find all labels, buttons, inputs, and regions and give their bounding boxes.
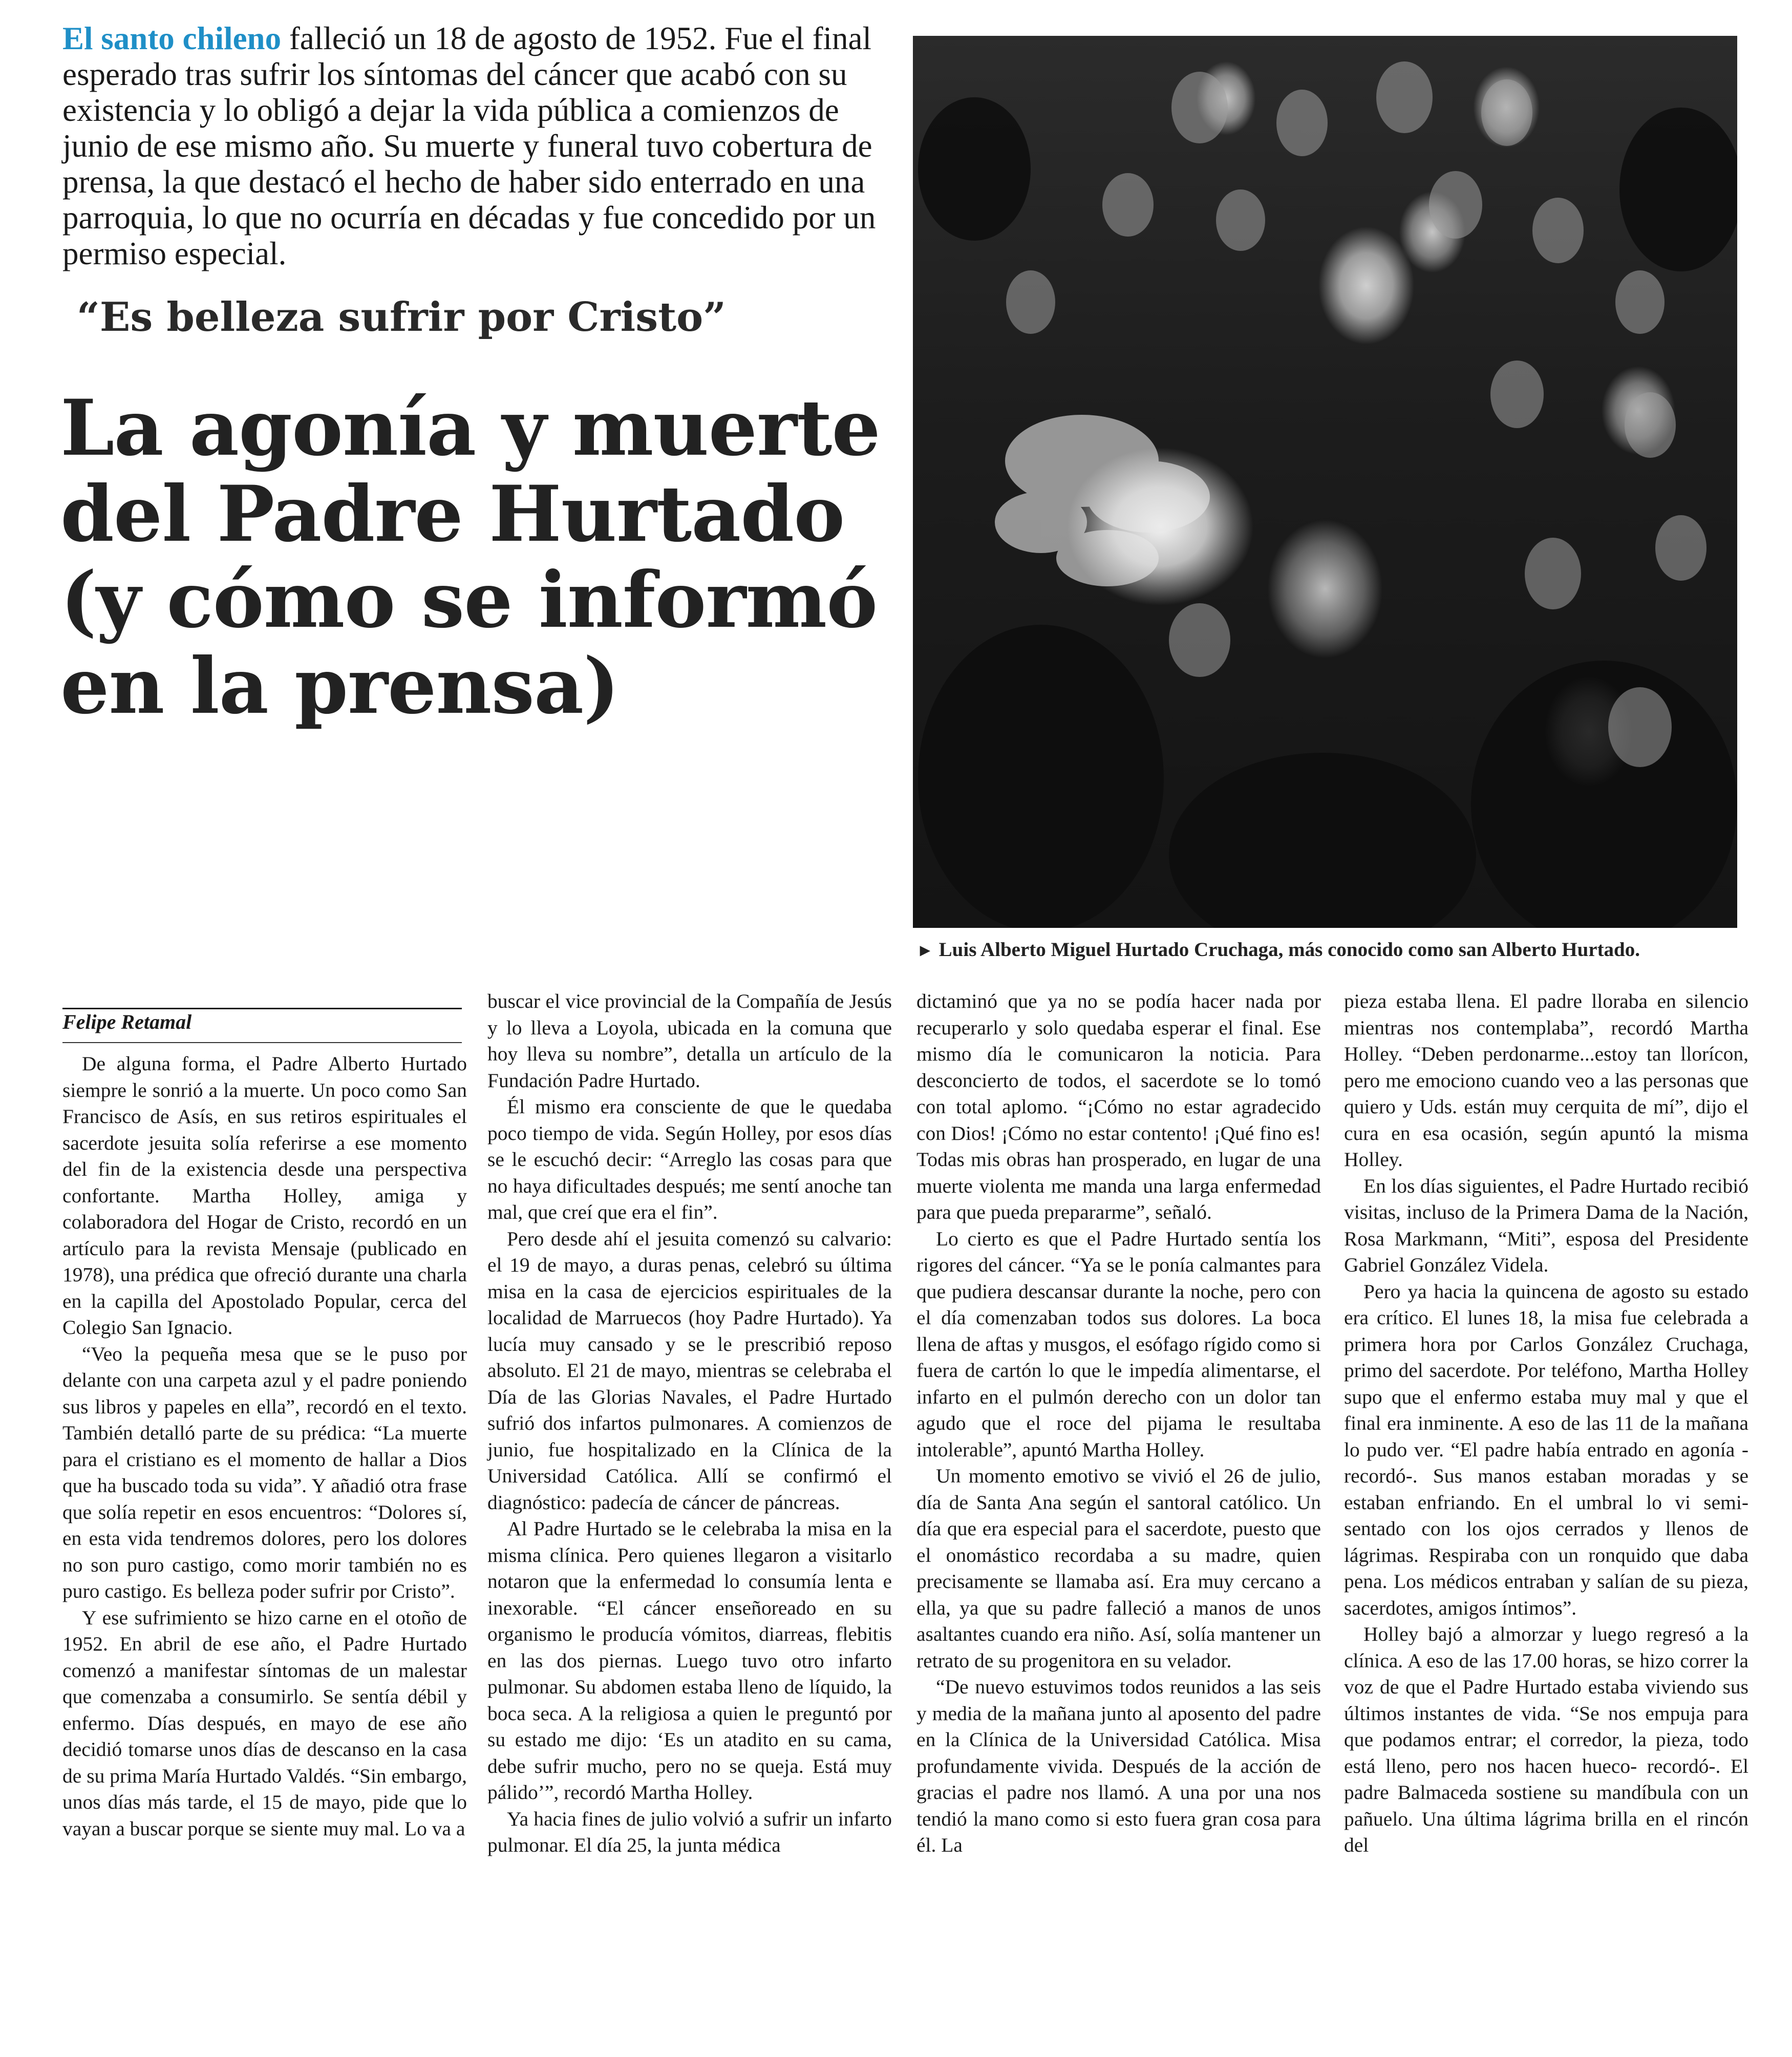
paragraph: “De nuevo estuvimos todos reunidos a las seis y media de la mañana junto al aposento del padre en la Clínica de la Universidad Católica. Misa profundamente vivida. Después de la acción de gracias el padre nos llamó. A una por una nos tendió la mano como si esto fuera gran cosa para él. La [916,1676,1321,1856]
paragraph: Al Padre Hurtado se le celebraba la misa en la misma clínica. Pero quienes llegaron a visitarlo notaron que la enfermedad lo consumía lenta e inexorable. “El cáncer enseñoreado en su organismo le producía vómitos, diarreas, flebitis en las dos piernas. Luego tuvo otro infarto pulmonar. Su abdomen estaba lleno de líquido, la boca seca. A la religiosa a quien le preguntó por su estado me dijo: ‘Es un atadito en su cama, debe sufrir mucho, pero no se queja. Está muy pálido’”, recordó Martha Holley. [487,1517,892,1804]
paragraph: Pero desde ahí el jesuita comenzó su calvario: el 19 de mayo, a duras penas, celebró su última misa en la casa de ejercicios espirituales de la localidad de Marruecos (hoy Padre Hurtado). Ya lucía muy cansado y se le prescribió reposo absoluto. El 21 de mayo, mientras se celebraba el Día de las Glorias Navales, el Padre Hurtado sufrió dos infartos pulmonares. A comienzos de junio, fue hospitalizado en la Clínica de la Universidad Católica. Allí se confirmó el diagnóstico: padecía de cáncer de páncreas. [487,1227,892,1514]
paragraph: En los días siguientes, el Padre Hurtado recibió visitas, incluso de la Primera Dama de la Nación, Rosa Markmann, “Miti”, esposa del Presidente Gabriel González Videla. [1344,1174,1748,1276]
article-column-2 [487,988,892,1859]
paragraph: Un momento emotivo se vivió el 26 de julio, día de Santa Ana según el santoral católico. Un día que era especial para el sacerdote, puesto que el onomástico recordaba a su madre, quien precisamente se llamaba así. Era muy cercano a ella, ya que su padre falleció a manos de unos asaltantes cuando era niño. Así, solía mantener un retrato de su progenitora en su velador. [916,1465,1321,1672]
intro-text: falleció un 18 de agosto de 1952. Fue el final esperado tras sufrir los síntomas del cáncer que acabó con su existencia y lo obligó a dejar la vida pública a comienzos de junio de ese mismo año. Su muerte y funeral tuvo cobertura de prensa, la que destacó el hecho de haber sido enterrado en una parroquia, lo que no ocurría en décadas y fue concedido por un permiso especial. [62,20,876,271]
article-column-1 [62,1051,467,1842]
paragraph: Lo cierto es que el Padre Hurtado sentía los rigores del cáncer. “Ya se le ponía calmantes para que pudiera descansar durante la noche, pero con el día comenzaban todos sus dolores. La boca llena de aftas y musgos, el esófago rígido como si fuera de cartón lo que le impedía alimentarse, el infarto en el pulmón derecho con un dolor tan agudo que el roce del pijama le resultaba intolerable”, apuntó Martha Holley. [916,1227,1321,1461]
paragraph: Él mismo era consciente de que le quedaba poco tiempo de vida. Según Holley, por esos días se le escuchó decir: “Arreglo las cosas para que no haya dificultades después; me sentí anoche tan mal, que creí que era el fin”. [487,1095,892,1223]
intro-lead: El santo chileno [62,20,282,56]
paragraph: De alguna forma, el Padre Alberto Hurtado siempre le sonrió a la muerte. Un poco como San Francisco de Asís, en sus retiros espirituales el sacerdote jesuita solía referirse a ese momento del fin de la existencia desde una perspectiva confortante. Martha Holley, amiga y colaboradora del Hogar de Cristo, recordó en un artículo para la revista Mensaje (publicado en 1978), una prédica que ofreció durante una charla en la capilla del Apostolado Popular, cerca del Colegio San Ignacio. [62,1052,467,1339]
photo-caption [916,937,1736,964]
caption-text: Luis Alberto Miguel Hurtado Cruchaga, más conocido como san Alberto Hurtado. [938,939,1640,961]
paragraph: “Veo la pequeña mesa que se le puso por delante con una carpeta azul y el padre poniendo sus libros y papeles en ella”, recordó en el texto. También detalló parte de su prédica: “La muerte para el cristiano es el momento de hallar a Dios que ha buscado toda su vida”. Y añadió otra frase que solía repetir en esos encuentros: “Dolores sí, en esta vida tendremos dolores, pero los dolores no son puro castigo, como morir también no es puro castigo. Es belleza poder sufrir por Cristo”. [62,1342,467,1602]
byline-divider [62,1042,462,1043]
kicker-quote: “Es belleza sufrir por Cristo” [77,294,727,341]
byline: Felipe Retamal [62,1008,462,1035]
photo-shapes [913,36,1737,928]
paragraph: buscar el vice provincial de la Compañía de Jesús y lo lleva a Loyola, ubicada en la comuna que hoy lleva su nombre”, detalla un artículo de la Fundación Padre Hurtado. [487,990,892,1092]
funeral-photo [913,36,1737,928]
paragraph: Ya hacia fines de julio volvió a sufrir un infarto pulmonar. El día 25, la junta médica [487,1807,892,1856]
intro-paragraph [62,20,882,271]
paragraph: Pero ya hacia la quincena de agosto su estado era crítico. El lunes 18, la misa fue celebrada a primera hora por Carlos González Cruchaga, primo del sacerdote. Por teléfono, Martha Holley supo que el enfermo estaba muy mal y que el final era inminente. A eso de las 11 de la mañana lo pudo ver. “El padre había entrado en agonía -recordó-. Sus manos estaban moradas y se estaban enfriando. En el umbral lo vi semi-sentado con los ojos cerrados y llenos de lágrimas. Respiraba con un ronquido que daba pena. Los médicos entraban y salían de su pieza, sacerdotes, amigos íntimos”. [1344,1280,1748,1619]
paragraph: dictaminó que ya no se podía hacer nada por recuperarlo y solo quedaba esperar el final. Ese mismo día le comunicaron la noticia. Para desconcierto de todos, el sacerdote se lo tomó con total aplomo. “¡Cómo no estar agradecido con Dios! ¡Cómo no estar contento! ¡Qué fino es! Todas mis obras han prosperado, en lugar de una muerte violenta me manda una larga enfermedad para que pueda prepararme”, señaló. [916,990,1321,1223]
paragraph: pieza estaba llena. El padre lloraba en silencio mientras nos contemplaba”, recordó Martha Holley. “Deben perdonarme...estoy tan llorícon, pero me emociono cuando veo a las personas que quiero y Uds. están muy cerquita de mí”, dijo el cura en esa ocasión, según apuntó la misma Holley. [1344,990,1748,1171]
article-column-4 [1344,988,1748,1859]
headline: La agonía y muerte del Padre Hurtado (y cómo se informó en la prensa) [60,383,880,731]
paragraph: Holley bajó a almorzar y luego regresó a la clínica. A eso de las 17.00 horas, se hizo correr la voz de que el Padre Hurtado estaba viviendo sus últimos instantes de vida. “Se nos empuja para que podamos entrar; el corredor, la pieza, todo está lleno, pero nos hacen hueco- recordó-. El padre Balmaceda sostiene su mandíbula con un pañuelo. Una última lágrima brilla en el rincón del [1344,1623,1748,1856]
article-column-3 [916,988,1321,1859]
caption-arrow-icon: ► [916,941,934,960]
paragraph: Y ese sufrimiento se hizo carne en el otoño de 1952. En abril de ese año, el Padre Hurtado comenzó a manifestar síntomas de un malestar que comenzaba a consumirlo. Se sentía débil y enfermo. Días después, en mayo de ese año decidió tomarse unos días de descanso en la casa de su prima María Hurtado Valdés. “Sin embargo, unos días más tarde, el 15 de mayo, pide que lo vayan a buscar porque se siente muy mal. Lo va a [62,1606,467,1840]
